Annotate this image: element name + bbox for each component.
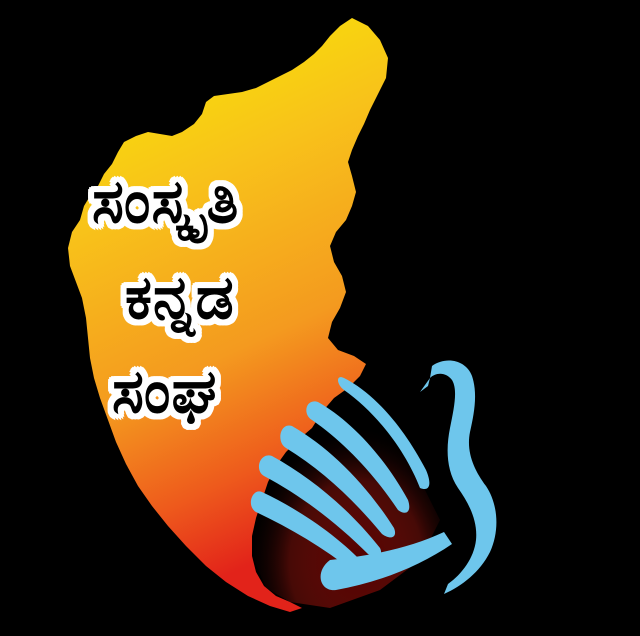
logo-text-line-2: ಕನ್ನಡ xyxy=(125,263,235,333)
logo-text-line-1: ಸಂಸ್ಕೃತಿ xyxy=(92,167,240,237)
logo-text-line-3: ಸಂಘ xyxy=(112,357,218,427)
